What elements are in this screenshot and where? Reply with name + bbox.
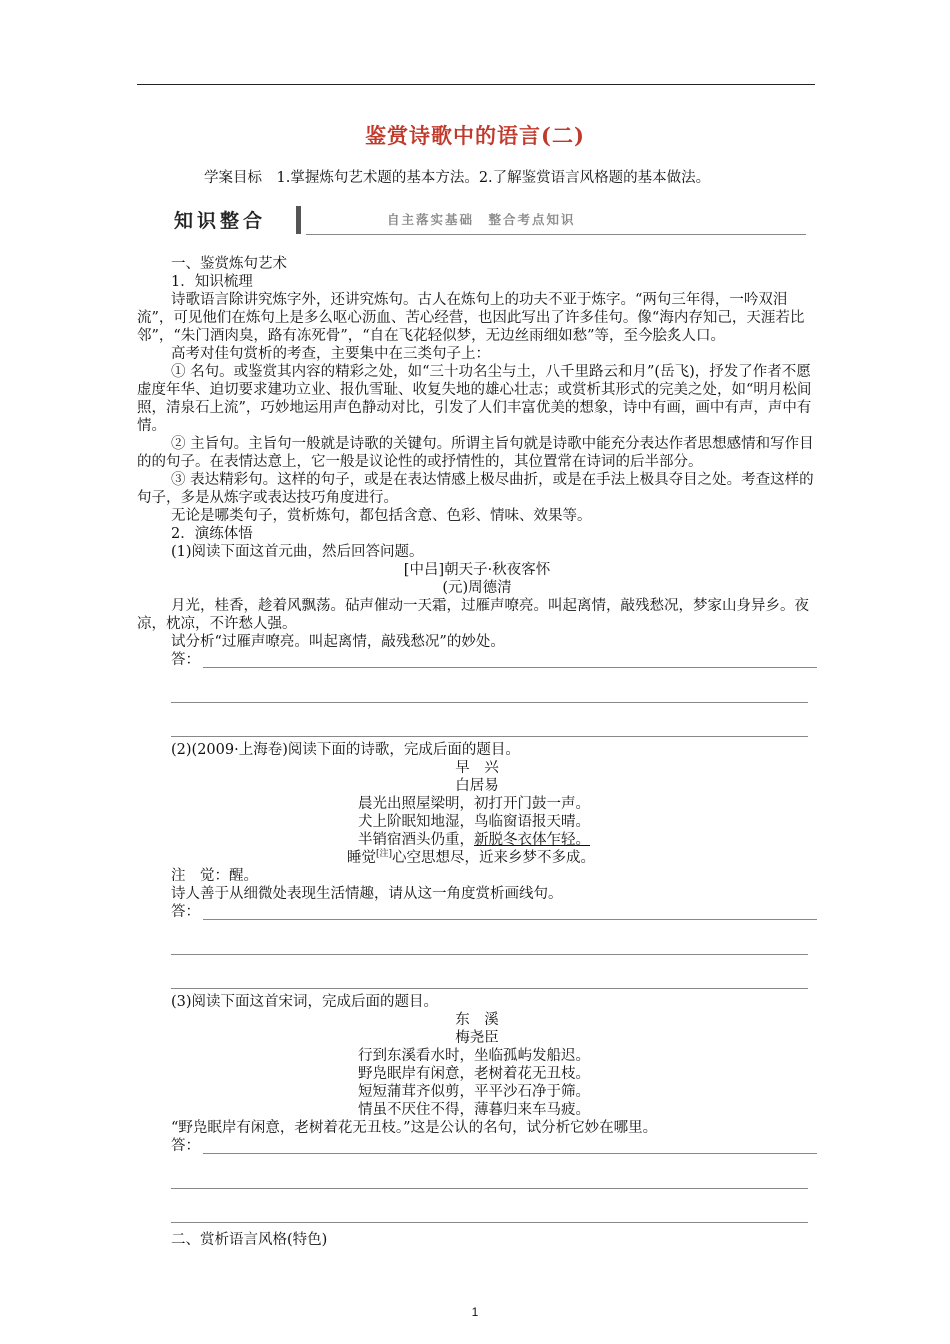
- banner-underline: [306, 234, 806, 235]
- answer-blank[interactable]: [137, 925, 817, 959]
- answer-line[interactable]: [203, 919, 817, 920]
- answer-label: 答：: [171, 1138, 200, 1154]
- poem-title: 东 溪: [455, 1012, 499, 1028]
- poem-line: [137, 849, 817, 867]
- poem-line: 晨光出照屋梁明，初打开门鼓一声。: [358, 796, 590, 812]
- question-text: 试分析“过雁声嘹亮。叫起离情，敲残愁况”的妙处。: [171, 634, 505, 650]
- poem-author: 白居易: [455, 778, 499, 794]
- question-text: “野凫眠岸有闲意，老树着花无丑枝。”这是公认的名句，试分析它妙在哪里。: [171, 1120, 658, 1136]
- banner-slogan: 自主落实基础 整合考点知识: [387, 212, 576, 227]
- question-prompt: (2)(2009·上海卷)阅读下面的诗歌，完成后面的题目。: [171, 742, 520, 758]
- footnote: 注 觉：醒。: [171, 868, 258, 884]
- answer-blank[interactable]: [137, 707, 817, 741]
- banner-label: 知识整合: [174, 210, 267, 232]
- section-banner: [172, 204, 810, 234]
- underlined-phrase: 新脱冬衣体乍轻。: [474, 832, 590, 848]
- page-number: 1: [471, 1305, 479, 1319]
- main-content: [137, 255, 817, 1249]
- paragraph: 无论是哪类句子，赏析炼句，都包括含意、色彩、情味、效果等。: [171, 508, 592, 524]
- answer-blank[interactable]: [137, 1159, 817, 1193]
- header-rule: [137, 84, 815, 85]
- paragraph: ① 名句。或鉴赏其内容的精彩之处，如“三十功名尘与土，八千里路云和月”(岳飞)，抒发了作者不愿虚度年华、迫切要求建功立业、报仇雪耻、收复失地的雄心壮志；或赏析其形式的完美之处，如“明月松间照，清泉石上流”，巧妙地运用声色静动对比，引发了人们丰富优美的想象，诗中有画，画中有声，声中有情。: [137, 364, 812, 434]
- answer-row: [137, 903, 817, 925]
- answer-label: 答：: [171, 904, 200, 920]
- poem-line: 野凫眠岸有闲意，老树着花无丑枝。: [358, 1066, 590, 1082]
- poem-line-underlined: [137, 831, 817, 849]
- section-heading: 一、鉴赏炼句艺术: [171, 256, 287, 272]
- paragraph: 诗歌语言除讲究炼字外，还讲究炼句。古人在炼句上的功夫不亚于炼字。“两句三年得，一吟双泪流”，可见他们在炼句上是多么呕心沥血、苦心经营，也因此写出了许多佳句。像“海内存知己，天涯若比邻”，“朱门酒肉臭，路有冻死骨”，“自在飞花轻似梦，无边丝雨细如愁”等，至今脍炙人口。: [137, 292, 805, 344]
- poem-line: 行到东溪看水时，坐临孤屿发船迟。: [358, 1048, 590, 1064]
- question-prompt: (3)阅读下面这首宋词，完成后面的题目。: [171, 994, 439, 1010]
- section-heading: 二、赏析语言风格(特色): [171, 1232, 328, 1248]
- learning-objective: 学案目标 1.掌握炼句艺术题的基本方法。2.了解鉴赏语言风格题的基本做法。: [204, 170, 711, 186]
- subheading: 1．知识梳理: [171, 274, 253, 290]
- poem-line-part: 睡觉: [347, 850, 376, 866]
- poem-line: 犬上阶眠知地湿，鸟临窗语报天晴。: [358, 814, 590, 830]
- poem-line: 情虽不厌住不得，薄暮归来车马疲。: [358, 1102, 590, 1118]
- answer-line[interactable]: [203, 667, 817, 668]
- poem-title: 早 兴: [455, 760, 499, 776]
- footnote-marker: [注]: [376, 849, 393, 860]
- poem-author: 梅尧臣: [455, 1030, 499, 1046]
- poem-body: 月光，桂香，趁着风飘荡。砧声催动一天霜，过雁声嘹亮。叫起离情，敲残愁况，梦家山身异乡。夜凉，枕凉，不许愁人强。: [137, 598, 809, 632]
- answer-line[interactable]: [203, 1153, 817, 1154]
- poem-line-part: 半销宿酒头仍重，: [358, 832, 474, 848]
- answer-row: [137, 1137, 817, 1159]
- subheading: 2．演练体悟: [171, 526, 253, 542]
- poem-line: 短短蒲茸齐似剪，平平沙石净于筛。: [358, 1084, 590, 1100]
- paragraph: 高考对佳句赏析的考查，主要集中在三类句子上：: [171, 346, 490, 362]
- paragraph: ③ 表达精彩句。这样的句子，或是在表达情感上极尽曲折，或是在手法上极具夺目之处。考查这样的句子，多是从炼字或表达技巧角度进行。: [137, 472, 814, 506]
- page-title: 鉴赏诗歌中的语言(二): [365, 123, 585, 148]
- banner-divider-bar: [296, 206, 301, 234]
- answer-blank[interactable]: [137, 959, 817, 993]
- question-text: 诗人善于从细微处表现生活情趣，请从这一角度赏析画线句。: [171, 886, 563, 902]
- question-prompt: (1)阅读下面这首元曲，然后回答问题。: [171, 544, 424, 560]
- poem-line-part: 心空思想尽，近来乡梦不多成。: [392, 850, 596, 866]
- poem-title: [中吕]朝天子·秋夜客怀: [403, 562, 551, 578]
- answer-label: 答：: [171, 652, 200, 668]
- answer-blank[interactable]: [137, 1193, 817, 1227]
- answer-blank[interactable]: [137, 673, 817, 707]
- paragraph: ② 主旨句。主旨句一般就是诗歌的关键句。所谓主旨句就是诗歌中能充分表达作者思想感情和写作目的的句子。在表情达意上，它一般是议论性的或抒情性的，其位置常在诗词的后半部分。: [137, 436, 814, 470]
- poem-author: (元)周德清: [442, 580, 512, 596]
- answer-row: [137, 651, 817, 673]
